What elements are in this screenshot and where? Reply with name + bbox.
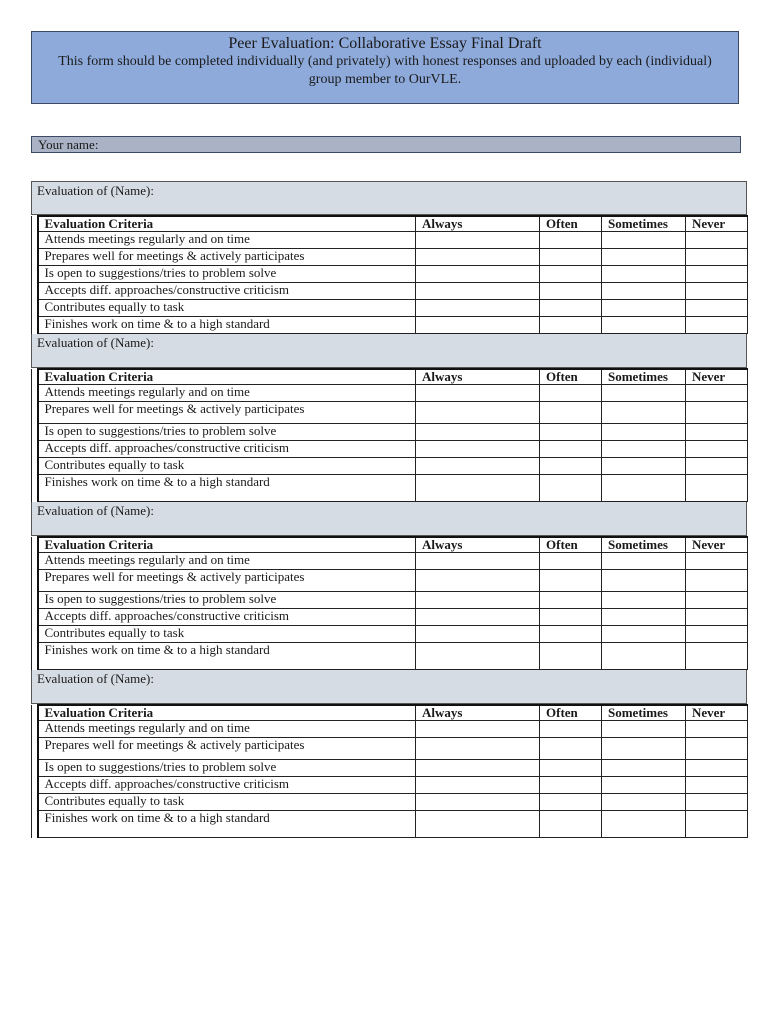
table-row (32, 760, 748, 777)
sometimes-rating-cell[interactable] (602, 738, 686, 760)
table-row (32, 232, 748, 249)
evaluation-name-field[interactable] (31, 502, 747, 536)
sometimes-column-header: Sometimes (602, 705, 686, 721)
often-column-header: Often (540, 216, 602, 232)
evaluation-block (31, 181, 747, 334)
evaluation-block (31, 670, 747, 838)
table-row (32, 721, 748, 738)
evaluation-block (31, 334, 747, 502)
criterion-label: Attends meetings regularly and on time (38, 553, 416, 570)
often-rating-cell[interactable] (540, 266, 602, 283)
never-rating-cell[interactable] (686, 570, 748, 592)
table-header-row (32, 537, 748, 553)
sometimes-rating-cell[interactable] (602, 300, 686, 317)
criterion-label: Attends meetings regularly and on time (38, 385, 416, 402)
criterion-label: Accepts diff. approaches/constructive criticism (38, 283, 416, 300)
evaluations-section (31, 181, 747, 838)
criterion-label: Is open to suggestions/tries to problem solve (38, 266, 416, 283)
criterion-label: Attends meetings regularly and on time (38, 721, 416, 738)
never-rating-cell[interactable] (686, 266, 748, 283)
criteria-column-header: Evaluation Criteria (38, 537, 416, 553)
often-rating-cell[interactable] (540, 300, 602, 317)
often-rating-cell[interactable] (540, 721, 602, 738)
evaluation-table (31, 704, 748, 838)
sometimes-rating-cell[interactable] (602, 283, 686, 300)
criterion-label: Prepares well for meetings & actively participates (38, 249, 416, 266)
table-row (32, 643, 748, 670)
table-row (32, 283, 748, 300)
always-rating-cell[interactable] (416, 794, 540, 811)
never-rating-cell[interactable] (686, 738, 748, 760)
often-rating-cell[interactable] (540, 794, 602, 811)
sometimes-rating-cell[interactable] (602, 760, 686, 777)
often-rating-cell[interactable] (540, 441, 602, 458)
criterion-label: Accepts diff. approaches/constructive criticism (38, 441, 416, 458)
always-rating-cell[interactable] (416, 553, 540, 570)
often-rating-cell[interactable] (540, 424, 602, 441)
never-rating-cell[interactable] (686, 441, 748, 458)
always-rating-cell[interactable] (416, 626, 540, 643)
table-row (32, 458, 748, 475)
often-rating-cell[interactable] (540, 475, 602, 502)
never-column-header: Never (686, 537, 748, 553)
sometimes-rating-cell[interactable] (602, 475, 686, 502)
sometimes-rating-cell[interactable] (602, 266, 686, 283)
always-rating-cell[interactable] (416, 424, 540, 441)
table-header-row (32, 705, 748, 721)
often-rating-cell[interactable] (540, 626, 602, 643)
never-rating-cell[interactable] (686, 402, 748, 424)
always-rating-cell[interactable] (416, 643, 540, 670)
never-rating-cell[interactable] (686, 317, 748, 334)
criteria-column-header: Evaluation Criteria (38, 216, 416, 232)
sometimes-rating-cell[interactable] (602, 553, 686, 570)
criterion-label: Accepts diff. approaches/constructive criticism (38, 777, 416, 794)
criterion-label: Accepts diff. approaches/constructive criticism (38, 609, 416, 626)
criteria-column-header: Evaluation Criteria (38, 705, 416, 721)
always-rating-cell[interactable] (416, 609, 540, 626)
table-row (32, 626, 748, 643)
form-instructions: This form should be completed individually (and privately) with honest responses and uploaded by each (individual) group member to OurVLE. (58, 54, 712, 87)
sometimes-rating-cell[interactable] (602, 232, 686, 249)
evaluation-block (31, 502, 747, 670)
always-rating-cell[interactable] (416, 738, 540, 760)
never-rating-cell[interactable] (686, 592, 748, 609)
sometimes-column-header: Sometimes (602, 369, 686, 385)
evaluation-name-label: Evaluation of (Name): (37, 671, 154, 686)
table-row (32, 609, 748, 626)
sometimes-rating-cell[interactable] (602, 458, 686, 475)
often-column-header: Often (540, 537, 602, 553)
never-rating-cell[interactable] (686, 458, 748, 475)
sometimes-column-header: Sometimes (602, 537, 686, 553)
always-column-header: Always (416, 216, 540, 232)
always-rating-cell[interactable] (416, 441, 540, 458)
always-rating-cell[interactable] (416, 283, 540, 300)
often-rating-cell[interactable] (540, 811, 602, 838)
evaluation-name-label: Evaluation of (Name): (37, 335, 154, 350)
always-rating-cell[interactable] (416, 811, 540, 838)
criterion-label: Is open to suggestions/tries to problem solve (38, 592, 416, 609)
sometimes-rating-cell[interactable] (602, 441, 686, 458)
always-column-header: Always (416, 369, 540, 385)
evaluation-name-field[interactable] (31, 334, 747, 368)
sometimes-rating-cell[interactable] (602, 721, 686, 738)
sometimes-rating-cell[interactable] (602, 570, 686, 592)
always-rating-cell[interactable] (416, 266, 540, 283)
sometimes-rating-cell[interactable] (602, 643, 686, 670)
criterion-label: Contributes equally to task (38, 626, 416, 643)
criterion-label: Prepares well for meetings & actively participates (38, 570, 416, 592)
never-rating-cell[interactable] (686, 249, 748, 266)
never-rating-cell[interactable] (686, 643, 748, 670)
sometimes-rating-cell[interactable] (602, 811, 686, 838)
sometimes-rating-cell[interactable] (602, 317, 686, 334)
never-rating-cell[interactable] (686, 777, 748, 794)
never-column-header: Never (686, 705, 748, 721)
often-rating-cell[interactable] (540, 760, 602, 777)
table-header-row (32, 216, 748, 232)
table-row (32, 794, 748, 811)
table-row (32, 300, 748, 317)
often-rating-cell[interactable] (540, 643, 602, 670)
sometimes-rating-cell[interactable] (602, 424, 686, 441)
evaluation-table (31, 215, 748, 334)
criteria-column-header: Evaluation Criteria (38, 369, 416, 385)
sometimes-rating-cell[interactable] (602, 626, 686, 643)
evaluation-table (31, 536, 748, 670)
table-row (32, 777, 748, 794)
table-row (32, 553, 748, 570)
never-rating-cell[interactable] (686, 232, 748, 249)
sometimes-rating-cell[interactable] (602, 777, 686, 794)
always-rating-cell[interactable] (416, 777, 540, 794)
table-row (32, 570, 748, 592)
sometimes-rating-cell[interactable] (602, 385, 686, 402)
criterion-label: Is open to suggestions/tries to problem solve (38, 424, 416, 441)
table-row (32, 317, 748, 334)
criterion-label: Finishes work on time & to a high standard (38, 811, 416, 838)
form-title: Peer Evaluation: Collaborative Essay Final Draft (228, 35, 542, 52)
your-name-field[interactable] (31, 136, 741, 153)
always-rating-cell[interactable] (416, 317, 540, 334)
sometimes-rating-cell[interactable] (602, 794, 686, 811)
criterion-label: Contributes equally to task (38, 794, 416, 811)
table-row (32, 385, 748, 402)
always-rating-cell[interactable] (416, 721, 540, 738)
table-row (32, 249, 748, 266)
always-rating-cell[interactable] (416, 458, 540, 475)
table-row (32, 402, 748, 424)
often-rating-cell[interactable] (540, 249, 602, 266)
always-column-header: Always (416, 705, 540, 721)
always-rating-cell[interactable] (416, 385, 540, 402)
evaluation-table (31, 368, 748, 502)
never-rating-cell[interactable] (686, 721, 748, 738)
sometimes-rating-cell[interactable] (602, 402, 686, 424)
always-rating-cell[interactable] (416, 570, 540, 592)
never-column-header: Never (686, 216, 748, 232)
often-rating-cell[interactable] (540, 592, 602, 609)
often-rating-cell[interactable] (540, 283, 602, 300)
never-rating-cell[interactable] (686, 424, 748, 441)
table-row (32, 738, 748, 760)
always-rating-cell[interactable] (416, 300, 540, 317)
often-rating-cell[interactable] (540, 458, 602, 475)
never-rating-cell[interactable] (686, 300, 748, 317)
never-rating-cell[interactable] (686, 626, 748, 643)
always-rating-cell[interactable] (416, 232, 540, 249)
often-rating-cell[interactable] (540, 553, 602, 570)
criterion-label: Prepares well for meetings & actively participates (38, 402, 416, 424)
criterion-label: Contributes equally to task (38, 458, 416, 475)
often-rating-cell[interactable] (540, 777, 602, 794)
criterion-label: Prepares well for meetings & actively participates (38, 738, 416, 760)
evaluation-name-field[interactable] (31, 670, 747, 704)
often-rating-cell[interactable] (540, 385, 602, 402)
sometimes-column-header: Sometimes (602, 216, 686, 232)
often-column-header: Often (540, 369, 602, 385)
never-rating-cell[interactable] (686, 811, 748, 838)
evaluation-name-label: Evaluation of (Name): (37, 503, 154, 518)
sometimes-rating-cell[interactable] (602, 609, 686, 626)
never-rating-cell[interactable] (686, 475, 748, 502)
criterion-label: Attends meetings regularly and on time (38, 232, 416, 249)
evaluation-name-field[interactable] (31, 181, 747, 215)
criterion-label: Finishes work on time & to a high standard (38, 317, 416, 334)
criterion-label: Finishes work on time & to a high standard (38, 475, 416, 502)
always-rating-cell[interactable] (416, 249, 540, 266)
sometimes-rating-cell[interactable] (602, 249, 686, 266)
never-column-header: Never (686, 369, 748, 385)
table-row (32, 592, 748, 609)
always-column-header: Always (416, 537, 540, 553)
table-row (32, 266, 748, 283)
often-rating-cell[interactable] (540, 317, 602, 334)
criterion-label: Finishes work on time & to a high standard (38, 643, 416, 670)
often-rating-cell[interactable] (540, 232, 602, 249)
often-rating-cell[interactable] (540, 570, 602, 592)
form-header (31, 31, 739, 104)
table-row (32, 441, 748, 458)
often-column-header: Often (540, 705, 602, 721)
often-rating-cell[interactable] (540, 609, 602, 626)
often-rating-cell[interactable] (540, 402, 602, 424)
always-rating-cell[interactable] (416, 592, 540, 609)
sometimes-rating-cell[interactable] (602, 592, 686, 609)
always-rating-cell[interactable] (416, 475, 540, 502)
table-row (32, 475, 748, 502)
criterion-label: Contributes equally to task (38, 300, 416, 317)
table-row (32, 424, 748, 441)
never-rating-cell[interactable] (686, 760, 748, 777)
your-name-label: Your name: (38, 137, 99, 152)
never-rating-cell[interactable] (686, 794, 748, 811)
never-rating-cell[interactable] (686, 553, 748, 570)
never-rating-cell[interactable] (686, 283, 748, 300)
always-rating-cell[interactable] (416, 760, 540, 777)
criterion-label: Is open to suggestions/tries to problem solve (38, 760, 416, 777)
never-rating-cell[interactable] (686, 609, 748, 626)
table-header-row (32, 369, 748, 385)
always-rating-cell[interactable] (416, 402, 540, 424)
often-rating-cell[interactable] (540, 738, 602, 760)
never-rating-cell[interactable] (686, 385, 748, 402)
evaluation-name-label: Evaluation of (Name): (37, 183, 154, 198)
table-row (32, 811, 748, 838)
